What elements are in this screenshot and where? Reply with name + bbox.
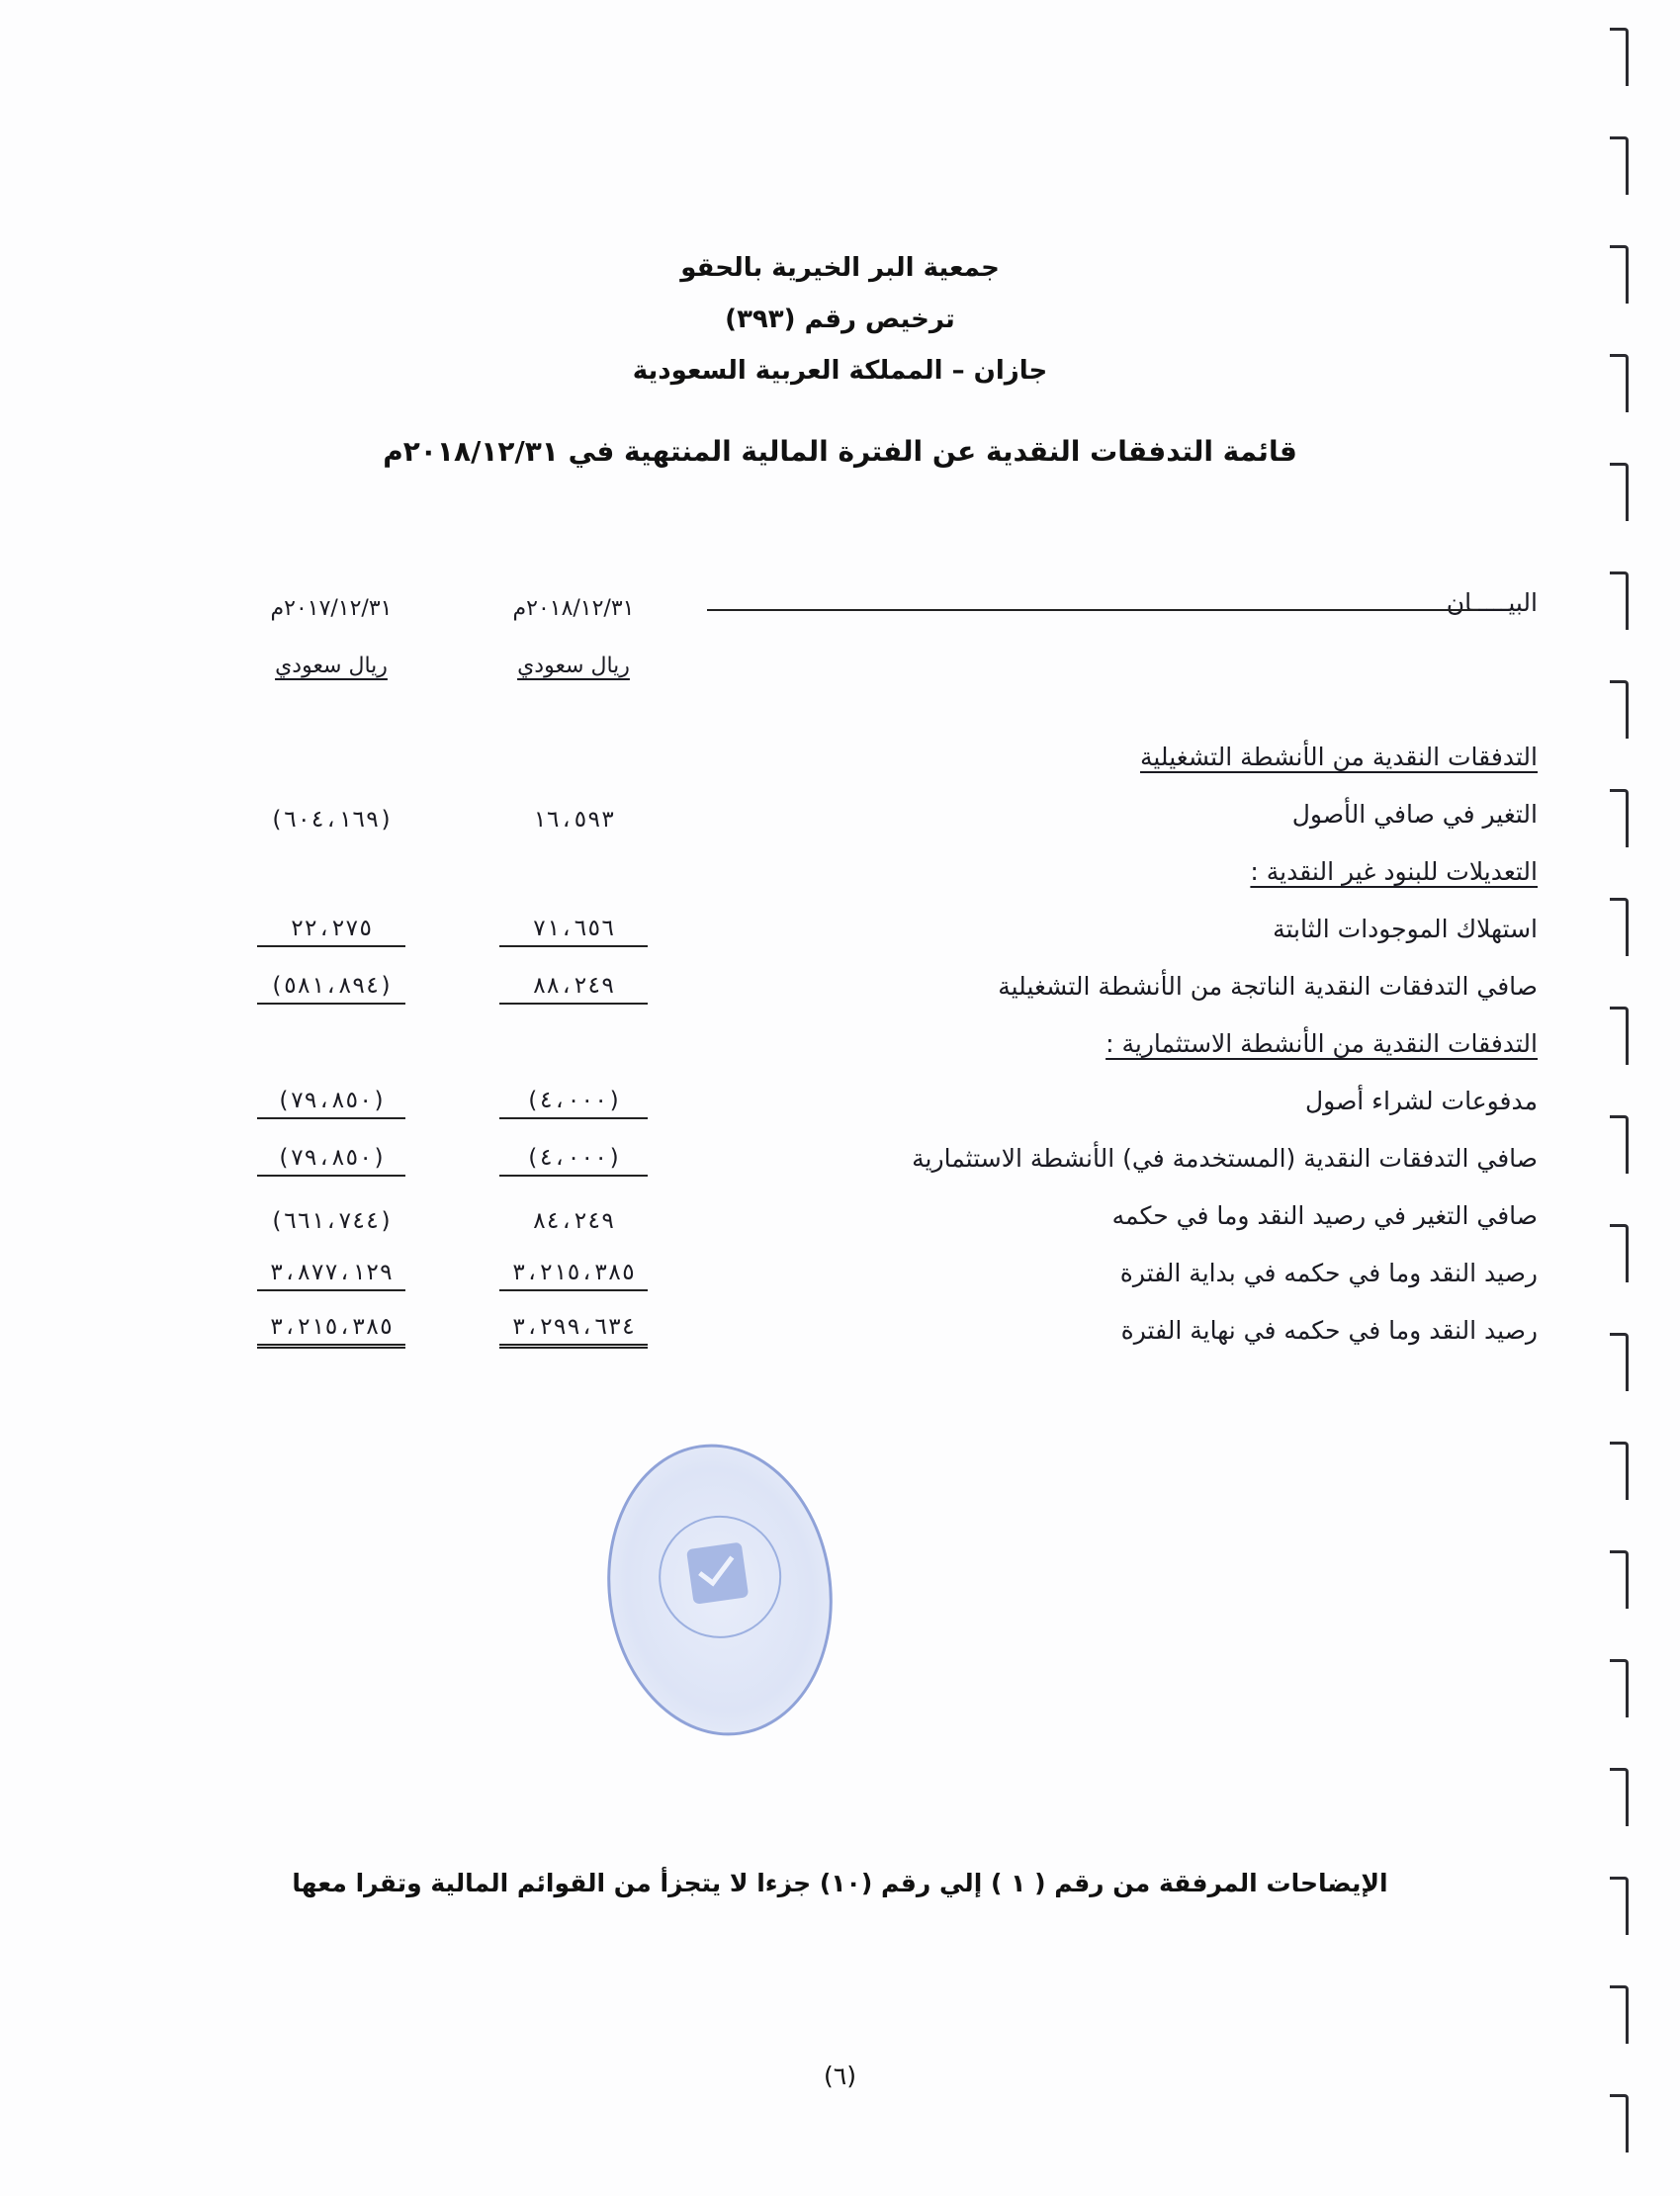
value-2017: ٢٢،٢٧٥ [257, 916, 405, 947]
binder-hole [1610, 2094, 1629, 2152]
row-label: التدفقات النقدية من الأنشطة الاستثمارية : [1105, 1029, 1538, 1058]
spacer [252, 688, 1538, 728]
table-row [252, 785, 1538, 842]
table-row [252, 728, 1538, 785]
value-2017: (٧٩،٨٥٠) [257, 1088, 405, 1119]
location: جازان – المملكة العربية السعودية [632, 356, 1048, 386]
row-label: استهلاك الموجودات الثابتة [1273, 915, 1538, 943]
value-2017: (٦٦١،٧٤٤) [269, 1208, 394, 1234]
table-row [252, 1072, 1538, 1129]
row-label: مدفوعات لشراء أصول [1304, 1087, 1538, 1115]
row-label: صافي التغير في رصيد النقد وما في حكمه [1111, 1201, 1538, 1230]
column-prior-date: ٢٠١٧/١٢/٣١م [270, 596, 393, 621]
page-number: (٦) [824, 2062, 856, 2090]
binder-hole [1610, 1659, 1629, 1717]
column-header-row [252, 573, 1538, 631]
value-2018: (٤،٠٠٠) [499, 1088, 648, 1119]
report-title: قائمة التدفقات النقدية عن الفترة المالية المنتهية في ٢٠١٨/١٢/٣١م [383, 435, 1297, 468]
binder-hole [1610, 1007, 1629, 1065]
column-description: البيـــــان [1446, 588, 1538, 617]
value-2018: ٨٨،٢٤٩ [499, 973, 648, 1005]
footnote: الإيضاحات المرفقة من رقم ( ١ ) إلي رقم (١٠) جزءا لا يتجزأ من القوائم المالية وتقرا معها [292, 1869, 1388, 1897]
description-rule [707, 609, 1478, 611]
row-label: رصيد النقد وما في حكمه في بداية الفترة [1119, 1259, 1538, 1287]
binder-hole [1610, 789, 1629, 847]
binder-hole [1610, 1224, 1629, 1282]
table-row [252, 1244, 1538, 1301]
binder-hole [1610, 136, 1629, 195]
table-row [252, 1186, 1538, 1244]
cash-flow-statement [252, 573, 1538, 1359]
table-row [252, 842, 1538, 900]
value-2018: ٨٤،٢٤٩ [532, 1208, 615, 1234]
accountant-seal [589, 1430, 851, 1751]
binder-hole [1610, 463, 1629, 521]
row-label: التغير في صافي الأصول [1291, 800, 1538, 829]
binder-hole [1610, 28, 1629, 86]
row-label: رصيد النقد وما في حكمه في نهاية الفترة [1120, 1316, 1538, 1345]
table-row [252, 957, 1538, 1014]
document-header [0, 242, 1680, 396]
value-2018: ٣،٢١٥،٣٨٥ [499, 1260, 648, 1291]
value-2017: (٦٠٤،١٦٩) [269, 807, 394, 833]
row-label: صافي التدفقات النقدية (المستخدمة في) الأنشطة الاستثمارية [912, 1144, 1538, 1173]
column-current-currency: ريال سعودي [517, 654, 630, 678]
binder-hole [1610, 1985, 1629, 2044]
binder-hole [1610, 1333, 1629, 1391]
binder-hole [1610, 1768, 1629, 1826]
value-2018: ٧١،٦٥٦ [499, 916, 648, 947]
value-2017: ٣،٢١٥،٣٨٥ [257, 1314, 405, 1349]
row-label: التعديلات للبنود غير النقدية : [1250, 857, 1538, 886]
value-2017: ٣،٨٧٧،١٢٩ [257, 1260, 405, 1291]
binder-hole [1610, 571, 1629, 630]
value-2018: (٤،٠٠٠) [499, 1145, 648, 1177]
binder-hole [1610, 680, 1629, 739]
table-row [252, 1301, 1538, 1359]
binder-hole [1610, 1550, 1629, 1609]
column-current-date: ٢٠١٨/١٢/٣١م [512, 596, 635, 621]
row-label: التدفقات النقدية من الأنشطة التشغيلية [1139, 743, 1538, 771]
column-prior-currency: ريال سعودي [275, 654, 388, 678]
license-number: ترخيص رقم (٣٩٣) [725, 305, 955, 334]
value-2018: ٣،٢٩٩،٦٣٤ [499, 1314, 648, 1349]
table-row [252, 1129, 1538, 1186]
organization-name: جمعية البر الخيرية بالحقو [680, 253, 1000, 283]
currency-row [252, 631, 1538, 688]
row-label: صافي التدفقات النقدية الناتجة من الأنشطة التشغيلية [998, 972, 1538, 1001]
value-2017: (٥٨١،٨٩٤) [257, 973, 405, 1005]
table-row [252, 1014, 1538, 1072]
binder-hole [1610, 1115, 1629, 1174]
table-row [252, 900, 1538, 957]
binder-hole [1610, 1442, 1629, 1500]
value-2018: ١٦،٥٩٣ [532, 807, 615, 833]
binder-hole [1610, 898, 1629, 956]
value-2017: (٧٩،٨٥٠) [257, 1145, 405, 1177]
